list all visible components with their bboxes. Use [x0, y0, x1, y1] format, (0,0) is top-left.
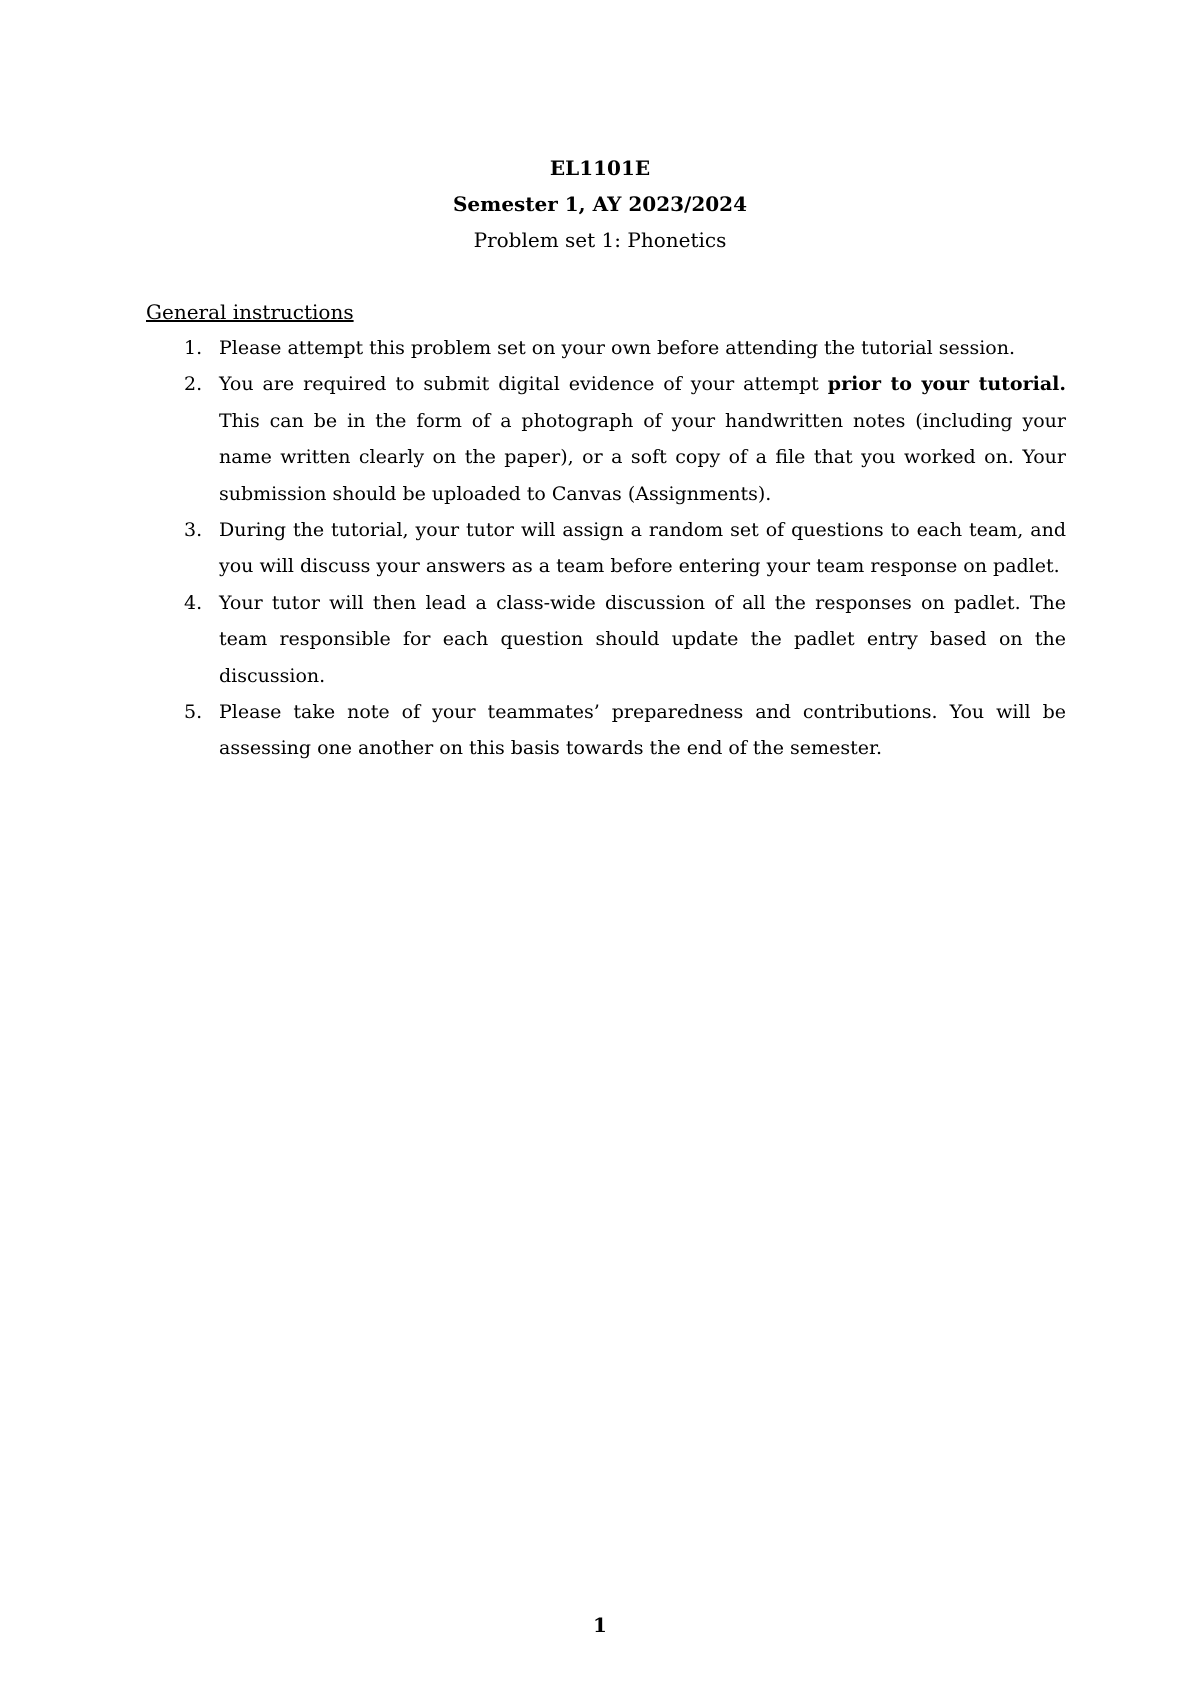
instruction-emphasis: prior to your tutorial.: [827, 373, 1066, 396]
semester-line: Semester 1, AY 2023/2024: [452, 192, 747, 216]
instruction-text: You are required to submit digital evidence of your attempt: [219, 373, 828, 396]
instruction-number: 4.: [184, 591, 203, 614]
course-code: EL1101E: [549, 156, 651, 180]
instructions-list: [146, 330, 1066, 767]
instruction-number: 1.: [184, 337, 203, 359]
instruction-text: Please attempt this problem set on your own before attending the tutorial session.: [219, 337, 1016, 359]
general-instructions-heading: General instructions: [146, 300, 354, 324]
instruction-text: Please take note of your teammates’ preparedness and contributions. You will be assessing one another on this basis towards the end of the semester.: [219, 701, 1066, 760]
instruction-text: During the tutorial, your tutor will assign a random set of questions to each team, and you will discuss your answers as a team before entering your team response on padlet.: [219, 519, 1066, 578]
instruction-item: [146, 694, 1066, 767]
page-number: 1: [593, 1613, 607, 1637]
problem-set-title: Problem set 1: Phonetics: [473, 228, 727, 252]
instruction-number: 2.: [184, 373, 203, 396]
instruction-item: [146, 512, 1066, 585]
instruction-item: [146, 330, 1066, 366]
instruction-item: [146, 585, 1066, 694]
instruction-item: [146, 366, 1066, 512]
instruction-text-continued: This can be in the form of a photograph of your handwritten notes (including your name written clearly on the paper), or a soft copy of a file that you worked on. Your submission should be uploaded to Canvas (Assignments).: [219, 409, 1066, 505]
instruction-number: 5.: [184, 701, 203, 724]
document-header: [0, 150, 1200, 258]
instruction-text: Your tutor will then lead a class-wide discussion of all the responses on padlet. The team responsible for each question should update the padlet entry based on the discussion.: [219, 591, 1066, 687]
instruction-number: 3.: [184, 519, 203, 542]
